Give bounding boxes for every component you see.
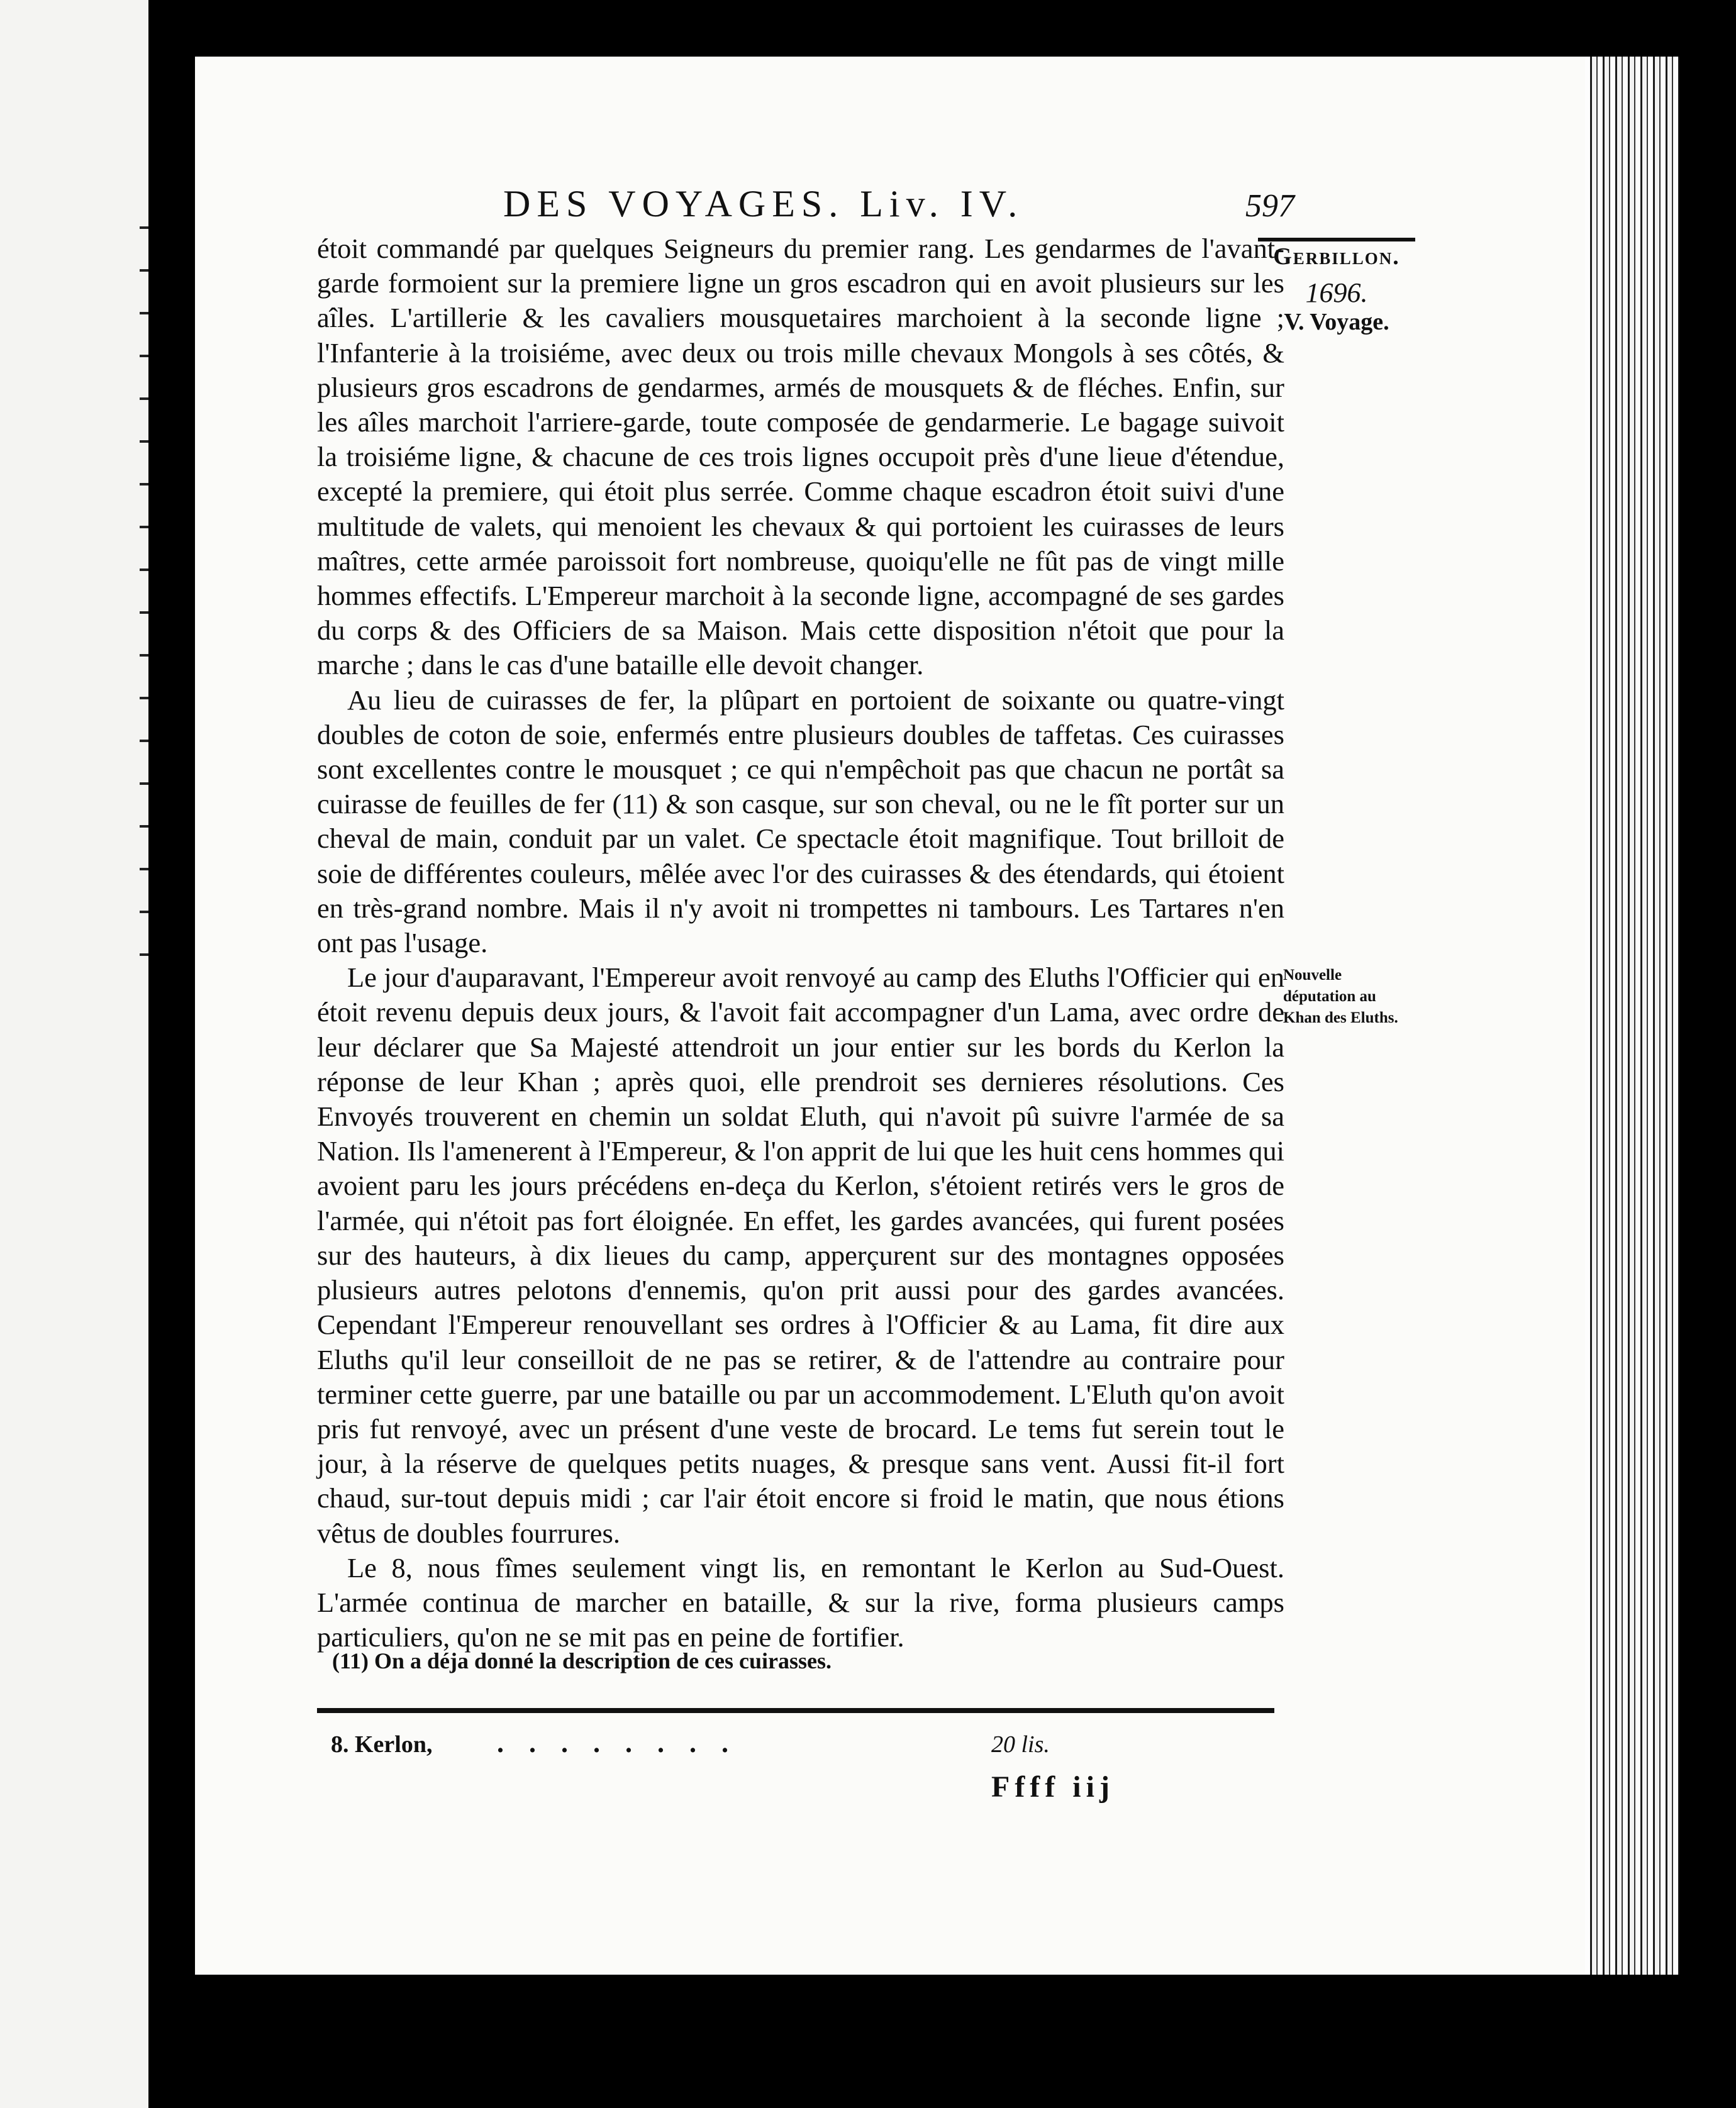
facing-page-edge: [0, 0, 148, 2108]
footer-rule: [317, 1708, 1274, 1713]
margin-year: 1696.: [1305, 277, 1368, 308]
itinerary-leader-dots: ........: [497, 1728, 754, 1758]
running-title: DES VOYAGES. Liv. IV.: [503, 183, 1024, 225]
margin-note-deputation: Nouvelle députation au Khan des Eluths.: [1283, 967, 1398, 1026]
paragraph: Le 8, nous fîmes seulement vingt lis, en remontant le Kerlon au Sud-Ouest. L'armée continua de marcher en bataille, & sur la rive, forma plusieurs camps particuliers, qu'on ne se mit pas en peine de fortifier.: [317, 1551, 1284, 1653]
book-gutter: [148, 0, 195, 2108]
itinerary-distance: 20 lis.: [991, 1731, 1050, 1758]
margin-author: Gerbillon.: [1273, 243, 1400, 270]
facing-page-text-fragments: [136, 226, 148, 1044]
running-header: [503, 182, 1308, 233]
paragraph: étoit commandé par quelques Seigneurs du premier rang. Les gendarmes de l'avant-garde formoient sur la premiere ligne un gros escadron qui en avoit plusieurs sur les aîles. L'artillerie & les cavaliers mousquetaires marchoient à la seconde ligne ; l'Infanterie à la troisiéme, avec deux ou trois mille chevaux Mongols à ses côtés, & plusieurs gros escadrons de gendarmes, armés de mousquets & de fléches. Enfin, sur les aîles marchoit l'arriere-garde, toute composée de gendarmerie. Le bagage suivoit la troisiéme ligne, & chacune de ces trois lignes occupoit près d'une lieue d'étendue, excepté la premiere, qui étoit plus serrée. Comme chaque escadron étoit suivi d'une multitude de valets, qui menoient les chevaux & qui portoient les cuirasses de leurs maîtres, cette armée paroissoit fort nombreuse, quoiqu'elle ne fût pas de vingt mille hommes effectifs. L'Empereur marchoit à la seconde ligne, accompagné de ses gardes du corps & des Officiers de sa Maison. Mais cette disposition n'étoit que pour la marche ; dans le cas d'une bataille elle devoit changer.: [317, 233, 1284, 681]
body-text: [317, 231, 1284, 1655]
itinerary-line: [331, 1728, 1211, 1768]
itinerary-place: 8. Kerlon,: [331, 1731, 433, 1758]
page-number: 597: [1245, 188, 1294, 224]
margin-voyage: V. Voyage.: [1284, 309, 1389, 335]
signature-mark: Ffff iij: [991, 1770, 1115, 1804]
paragraph: Au lieu de cuirasses de fer, la plûpart en portoient de soixante ou quatre-vingt doubles de coton de soie, enfermés entre plusieurs doubles de taffetas. Ces cuirasses sont excellentes contre le mousquet ; ce qui n'empêchoit pas que chacun ne portât sa cuirasse de feuilles de fer (11) & son casque, sur son cheval, ou ne le fît porter sur un cheval de main, conduit par un valet. Ce spectacle étoit magnifique. Tout brilloit de soie de différentes couleurs, mêlée avec l'or des cuirasses & des étendards, qui étoient en très-grand nombre. Mais il n'y avoit ni trompettes ni tambours. Les Tartares n'en ont pas l'usage.: [317, 684, 1284, 959]
footnote: (11) On a déja donné la description de ces cuirasses.: [332, 1648, 832, 1673]
page-edges-stack: [1572, 57, 1679, 1975]
paragraph: Le jour d'auparavant, l'Empereur avoit renvoyé au camp des Eluths l'Officier qui en étoit revenu depuis deux jours, & l'avoit fait accompagner d'un Lama, avec ordre de leur déclarer que Sa Majesté attendroit un jour entier sur les bords du Kerlon la réponse de leur Khan ; après quoi, elle prendroit ses dernieres résolutions. Ces Envoyés trouverent en chemin un soldat Eluth, qui n'avoit pû suivre l'armée de sa Nation. Ils l'amenerent à l'Empereur, & l'on apprit de lui que les huit cens hommes qui avoient paru les jours précédens en-deça du Kerlon, s'étoient retirés vers le gros de l'armée, qui n'étoit pas fort éloignée. En effet, les gardes avancées, qui furent posées sur des hauteurs, à dix lieues du camp, apperçurent sur des montagnes opposées plusieurs autres pelotons d'ennemis, qu'on prit aussi pour des gardes avancées. Cependant l'Empereur renouvellant ses ordres à l'Officier & au Lama, fit dire aux Eluths qu'il leur conseilloit de ne pas se retirer, & de l'attendre au contraire pour terminer cette guerre, par une bataille ou par un accommodement. L'Eluth qu'on avoit pris fut renvoyé, avec un présent d'une veste de brocard. Le tems fut serein tout le jour, à la réserve de quelques petits nuages, & presque sans vent. Aussi fit-il fort chaud, sur-tout depuis midi ; car l'air étoit encore si froid le matin, que nous étions vêtus de doubles fourrures.: [317, 962, 1284, 1549]
